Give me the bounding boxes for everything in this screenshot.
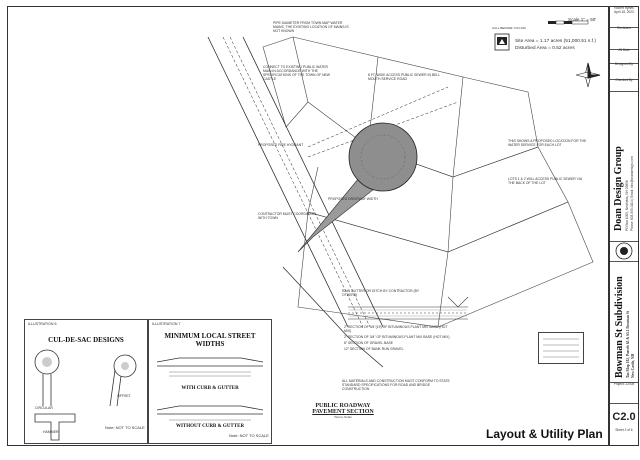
dig-safe-stamp bbox=[495, 34, 509, 50]
revisions-label: Revisions bbox=[617, 26, 631, 30]
note-water-connect: CONNECT TO EXISTING PUBLIC WATER MAIN IN ACCORDANCE WITH THE SPECIFICATIONS OF THE TOWN OF NEW CASTLE bbox=[263, 65, 330, 81]
illustration-cul-de-sac bbox=[24, 319, 148, 444]
designed-label: Designed By bbox=[614, 62, 634, 66]
section-a-label: WITH CURB & GUTTER bbox=[181, 386, 239, 391]
project-address: Tax Map 102, Parcels 65 & 65.1 Bowman St bbox=[626, 310, 630, 378]
project-number-cell bbox=[610, 383, 638, 404]
sheet-number-cell bbox=[610, 403, 638, 445]
drawing-frame bbox=[7, 6, 609, 446]
roadway-title: PUBLIC ROADWAY bbox=[315, 403, 371, 409]
north-arrow bbox=[576, 63, 600, 87]
seal-cell bbox=[610, 7, 638, 28]
illustration-note: Note: NOT TO SCALE bbox=[105, 425, 145, 430]
section-note: 2" SECTION OF 3/4" OF BITUMINOUS PLANT MIX BASE (HOT MIX) bbox=[344, 335, 450, 339]
project-block bbox=[610, 261, 638, 383]
project-town: New Castle, NH bbox=[631, 353, 635, 378]
revisions-cell bbox=[610, 27, 638, 50]
project-name: Bowman St Subdivision bbox=[614, 276, 625, 378]
label-circular: CIRCULAR bbox=[35, 406, 53, 410]
note-contractor: CONTRACTOR MUST COORDINATE WITH TOWN bbox=[258, 212, 316, 220]
roadway-subtitle: PAVEMENT SECTION bbox=[312, 409, 374, 415]
section-note: 12" SECTION OF BANK RUN GRAVEL bbox=[344, 347, 404, 351]
firm-name: Doan Design Group bbox=[613, 146, 624, 231]
dig-safe-label: CALL BEFORE YOU DIG bbox=[492, 26, 527, 30]
note-water-service: THIS SHOWS A PROPOSED LOCATION FOR THE WATER SERVICE FOR EACH LOT bbox=[508, 139, 587, 147]
lot-line-top bbox=[263, 37, 308, 127]
illustration-street-widths bbox=[148, 319, 272, 444]
note-sewer: 8 FT. WIDE ACCESS PUBLIC SEWER IN BELL MOUTH SERVICE ROAD bbox=[368, 73, 441, 81]
roadway-section-caption bbox=[278, 403, 408, 419]
section-note: 8" SECTION OF GRAVEL BASE bbox=[344, 341, 394, 345]
firm-seal bbox=[610, 241, 638, 261]
sheet-number: C2.0 bbox=[612, 411, 636, 423]
project-number: Project: 22005 bbox=[613, 382, 635, 386]
label-offset: OFFSET bbox=[117, 394, 131, 398]
illustration-title: CUL-DE-SAC DESIGNS bbox=[48, 336, 124, 344]
sheet-of: Sheet 2 of 6 bbox=[615, 428, 633, 432]
drainage-section bbox=[348, 297, 468, 319]
note-hydrant: PROPOSED FIRE HYDRANT bbox=[258, 143, 304, 147]
title-block bbox=[609, 6, 639, 446]
site-area: Site Area = 1.17 acres (51,000.51 s.f.) bbox=[515, 39, 596, 44]
section-note: 2" SECTION OF 3/4"(19) OF BITUMINOUS PLANT MIX BASE (HOT MIX) bbox=[344, 325, 448, 333]
cul-de-sac bbox=[349, 123, 417, 191]
illustration-title: MINIMUM LOCAL STREET WIDTHS bbox=[164, 332, 256, 348]
label-hammer: HAMMER bbox=[43, 430, 59, 434]
illustration-tag: ILLUSTRATION 6 bbox=[28, 322, 57, 326]
section-notes bbox=[344, 325, 454, 351]
roadway-scale: Not to Scale bbox=[334, 415, 352, 419]
checked-label: Checked By bbox=[615, 78, 633, 82]
illustration-tag: ILLUSTRATION 7 bbox=[152, 322, 181, 326]
firm-block bbox=[610, 91, 638, 242]
note-driveway: PROPOSED DRIVEWAY WIDTH bbox=[328, 197, 378, 201]
firm-line2: Phone: 603-555-0114 | Email: info@doandesign.com bbox=[630, 156, 634, 231]
note-drainage: RAIN GUTTER OR DITCH BY CONTRACTOR (BY OTHERS) bbox=[342, 289, 420, 297]
seal-date: April 18, 2023 bbox=[614, 9, 634, 14]
disturbed-area: Disturbed Area = 0.52 acres bbox=[515, 46, 575, 51]
firm-line1: PO Box 1005, Newfields, NH 03856 bbox=[625, 180, 629, 231]
note-sewer-lots: LOTS 1 & 2 WILL ACCESS PUBLIC SEWER VIA THE BACK OF THE LOT bbox=[508, 177, 582, 185]
legend-box bbox=[538, 332, 584, 364]
note-materials: ALL MATERIALS AND CONSTRUCTION MUST CONFORM TO STATE STANDARD SPECIFICATIONS FOR ROAD AND BRIDGE CONSTRUCTION bbox=[342, 379, 450, 391]
jn-date-label: JN Date bbox=[618, 48, 630, 52]
illustration-note: Note: NOT TO SCALE bbox=[229, 433, 269, 438]
section-b-label: WITHOUT CURB & GUTTER bbox=[175, 424, 245, 429]
note-pipe: PIPE DIAMETER FROM TOWN MAP WATER MAINS, THE EXISTING LOCATION OF MAINS IS NOT KNOWN bbox=[273, 21, 349, 33]
scale-label: Scale 1" = 50' bbox=[568, 17, 597, 22]
sheet-title: Layout & Utility Plan bbox=[486, 427, 603, 441]
seal-name: Robert Hynes bbox=[614, 6, 634, 10]
